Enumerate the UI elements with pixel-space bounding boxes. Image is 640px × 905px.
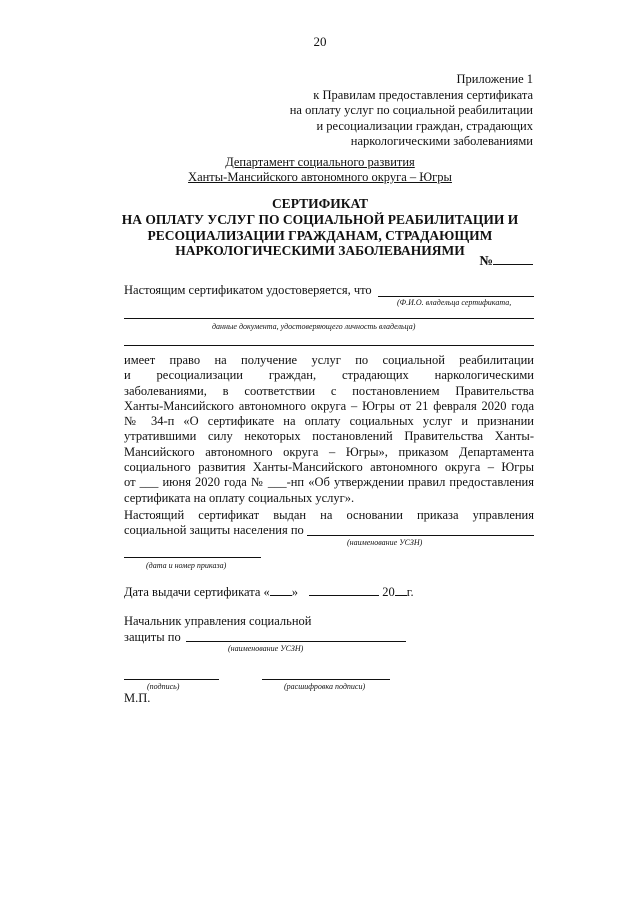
signature-field[interactable] <box>124 679 219 680</box>
title-line: НА ОПЛАТУ УСЛУГ ПО СОЦИАЛЬНОЙ РЕАБИЛИТАЦИИ И <box>121 211 519 227</box>
chief-title-line: защиты по <box>124 630 181 644</box>
issue-date-label: Дата выдачи сертификата « <box>124 585 270 599</box>
department-line: Ханты-Мансийского автономного округа – Югры <box>188 170 452 184</box>
extra-field[interactable] <box>124 345 534 346</box>
chief-title-line: Начальник управления социальной <box>124 614 312 628</box>
title-line: РЕСОЦИАЛИЗАЦИИ ГРАЖДАНАМ, СТРАДАЮЩИМ <box>147 227 493 243</box>
body-line: № 34-п «О сертификате на оплату социальных услуг и признании <box>124 414 534 429</box>
title-line: НАРКОЛОГИЧЕСКИМИ ЗАБОЛЕВАНИЯМИ <box>175 243 465 259</box>
appendix-line: и ресоциализации граждан, страдающих <box>316 118 533 133</box>
body-line: Мансийского автономного округа – Югры», приказом Департамента <box>124 444 534 459</box>
signature-hint: (подпись) <box>147 682 180 691</box>
body-line: имеет право на получение услуг по социальной реабилитации <box>124 353 534 367</box>
appendix-line: на оплату услуг по социальной реабилитации <box>289 103 533 117</box>
document-hint: данные документа, удостоверяющего личность владельца) <box>212 322 416 331</box>
department-line: Департамент социального развития <box>225 155 415 169</box>
decode-field[interactable] <box>262 679 390 680</box>
fio-hint: (Ф.И.О. владельца сертификата, <box>397 298 512 307</box>
issued-paragraph <box>124 508 534 539</box>
issued-line: Настоящий сертификат выдан на основании приказа управления <box>124 508 534 522</box>
body-line: Ханты-Мансийского автономного округа – Югры от 21 февраля 2020 года <box>124 398 534 413</box>
day-field[interactable] <box>270 584 292 596</box>
issue-date-row <box>124 584 414 600</box>
body-line: от ___ июня 2020 года № ___-нп «Об утверждении правил предоставления <box>124 475 534 490</box>
certificate-title <box>0 196 640 259</box>
appendix-line: к Правилам предоставления сертификата <box>313 87 533 102</box>
certify-text: Настоящим сертификатом удостоверяется, что <box>124 283 372 297</box>
chief-uszn-field[interactable] <box>186 641 406 642</box>
department-name <box>0 155 640 185</box>
quote-close: » <box>291 585 299 599</box>
body-line: утратившими силу некоторых постановлений Правительства Ханты- <box>124 429 534 444</box>
year-field[interactable] <box>395 584 407 596</box>
number-field[interactable] <box>493 252 533 265</box>
decode-hint: (расшифровка подписи) <box>284 682 366 691</box>
appendix-line: Приложение 1 <box>456 72 533 86</box>
body-line: социального развития Ханты-Мансийского автономного округа – Югры <box>124 460 534 475</box>
uszn-hint: (наименование УСЗН) <box>347 538 423 547</box>
body-paragraph <box>124 353 534 506</box>
body-line: и ресоциализации граждан, страдающих наркологическими <box>124 368 534 383</box>
body-line: сертификата на оплату социальных услуг». <box>124 490 355 505</box>
stamp-label: М.П. <box>124 691 151 705</box>
body-line: заболеваниями, в соответствии с постановлением Правительства <box>124 383 534 398</box>
order-field[interactable] <box>124 557 261 558</box>
chief-uszn-hint: (наименование УСЗН) <box>228 644 304 653</box>
appendix-line: наркологическими заболеваниями <box>350 134 533 148</box>
year-suffix: г. <box>406 585 414 599</box>
issued-line: социальной защиты населения по <box>124 523 304 538</box>
title-line: СЕРТИФИКАТ <box>271 196 369 211</box>
year-prefix: 20 <box>382 585 395 599</box>
appendix-header <box>290 72 533 150</box>
uszn-field[interactable] <box>307 535 534 536</box>
order-hint: (дата и номер приказа) <box>146 561 227 570</box>
number-label: № <box>479 253 493 268</box>
page-number: 20 <box>313 34 327 49</box>
document-field[interactable] <box>124 318 534 319</box>
month-field[interactable] <box>309 584 379 596</box>
certificate-number <box>479 252 533 269</box>
fio-field[interactable] <box>378 296 534 297</box>
